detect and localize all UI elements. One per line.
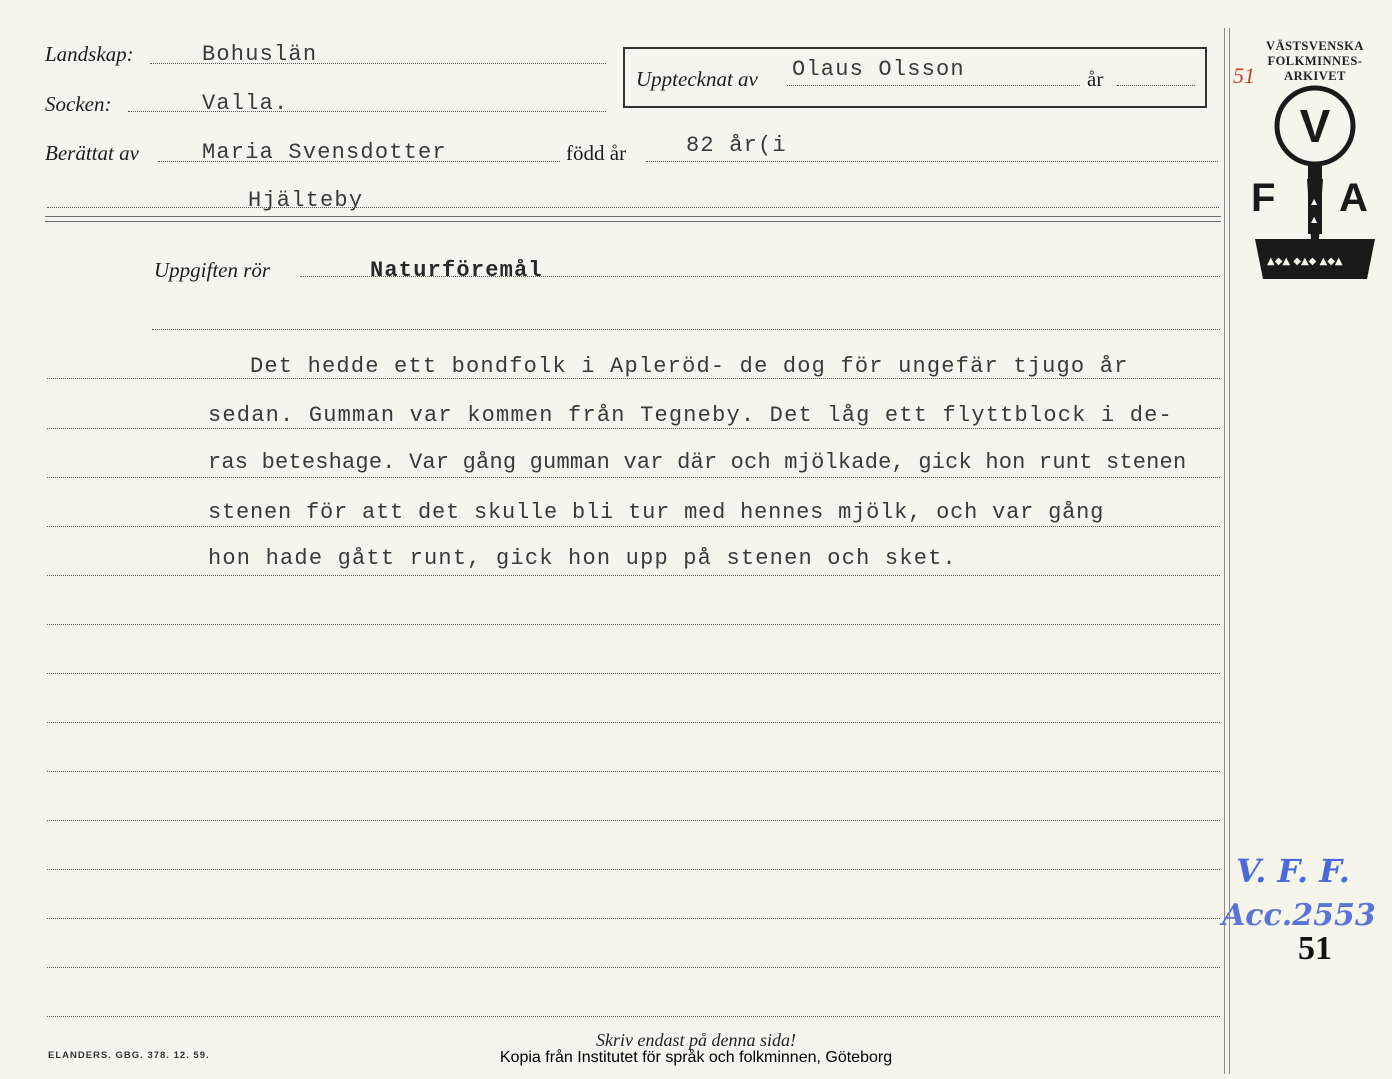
page-mark: 51 bbox=[1233, 63, 1255, 88]
berattat-value: Maria Svensdotter bbox=[202, 140, 447, 165]
ruled-line bbox=[47, 575, 1220, 576]
logo-letter-left: F bbox=[1251, 176, 1276, 220]
header-divider bbox=[45, 216, 1221, 217]
landskap-value: Bohuslän bbox=[202, 42, 318, 67]
body-line: ras beteshage. Var gång gumman var där och mjölkade, gick hon runt stenen bbox=[208, 450, 1187, 475]
archive-logo-icon bbox=[1245, 84, 1375, 289]
ruled-line bbox=[47, 477, 1220, 478]
printer-mark: ELANDERS. GBG. 378. 12. 59. bbox=[48, 1050, 210, 1061]
uppgiften-label bbox=[154, 258, 270, 283]
body-line: Det hedde ett bondfolk i Apleröd- de dog för ungefär tjugo år bbox=[250, 354, 1129, 379]
landskap-label: Landskap: bbox=[45, 42, 134, 66]
ruled-line bbox=[152, 329, 1220, 330]
logo-circle-letter: V bbox=[1299, 100, 1331, 152]
ruled-line bbox=[47, 526, 1220, 527]
uppgiften-label-text: Uppgiften rör bbox=[154, 258, 271, 282]
svg-text:▲: ▲ bbox=[1311, 197, 1318, 206]
svg-text:▲◆▲ ◆▲◆ ▲◆▲: ▲◆▲ ◆▲◆ ▲◆▲ bbox=[1267, 256, 1343, 267]
ruled-line bbox=[47, 967, 1220, 968]
archive-name-line: VÄSTSVENSKA bbox=[1266, 39, 1364, 53]
upptecknat-value: Olaus Olsson bbox=[792, 57, 965, 82]
archive-name bbox=[1245, 39, 1385, 84]
upptecknat-box bbox=[623, 47, 1207, 108]
ruled-line bbox=[47, 820, 1220, 821]
uppgiften-value: Naturföremål bbox=[370, 258, 543, 283]
archive-name-line: FOLKMINNES- bbox=[1267, 54, 1363, 68]
fodd-value: 82 år(i bbox=[686, 133, 787, 158]
ruled-line bbox=[47, 918, 1220, 919]
upptecknat-label: Upptecknat av bbox=[636, 67, 758, 91]
body-line: hon hade gått runt, gick hon upp på stenen och sket. bbox=[208, 546, 957, 571]
place-value: Hjälteby bbox=[248, 188, 364, 213]
fodd-line bbox=[646, 161, 1218, 162]
berattat-label: Berättat av bbox=[45, 141, 139, 165]
svg-text:▲: ▲ bbox=[1311, 215, 1318, 224]
ruled-line bbox=[47, 673, 1220, 674]
ar-label: år bbox=[1087, 67, 1104, 91]
instruction-text: Skriv endast på denna sida! bbox=[596, 1030, 796, 1050]
copy-notice: Kopia från Institutet för språk och folkminnen, Göteborg bbox=[499, 1049, 893, 1066]
ruled-line bbox=[47, 1016, 1220, 1017]
stamp-accession: Acc.2553 bbox=[1222, 898, 1376, 933]
upptecknat-line bbox=[787, 85, 1080, 86]
fodd-label: född år bbox=[566, 141, 627, 165]
socken-value: Valla. bbox=[202, 91, 289, 116]
ruled-line bbox=[47, 869, 1220, 870]
logo-letter-right: A bbox=[1339, 176, 1368, 220]
ruled-line bbox=[47, 771, 1220, 772]
ruled-line bbox=[47, 722, 1220, 723]
header-divider bbox=[45, 221, 1221, 222]
ruled-line bbox=[47, 624, 1220, 625]
ruled-line bbox=[47, 428, 1220, 429]
archive-name-line: ARKIVET bbox=[1284, 69, 1346, 83]
body-line: sedan. Gumman var kommen från Tegneby. Det låg ett flyttblock i de- bbox=[208, 403, 1173, 428]
body-line: stenen för att det skulle bli tur med hennes mjölk, och var gång bbox=[208, 500, 1105, 525]
socken-label: Socken: bbox=[45, 92, 112, 116]
socken-line bbox=[128, 111, 606, 112]
stamp-line: V. F. F. bbox=[1236, 852, 1350, 890]
place-line bbox=[47, 207, 1219, 208]
ar-line bbox=[1117, 85, 1195, 86]
stamp-number: 51 bbox=[1298, 930, 1332, 967]
